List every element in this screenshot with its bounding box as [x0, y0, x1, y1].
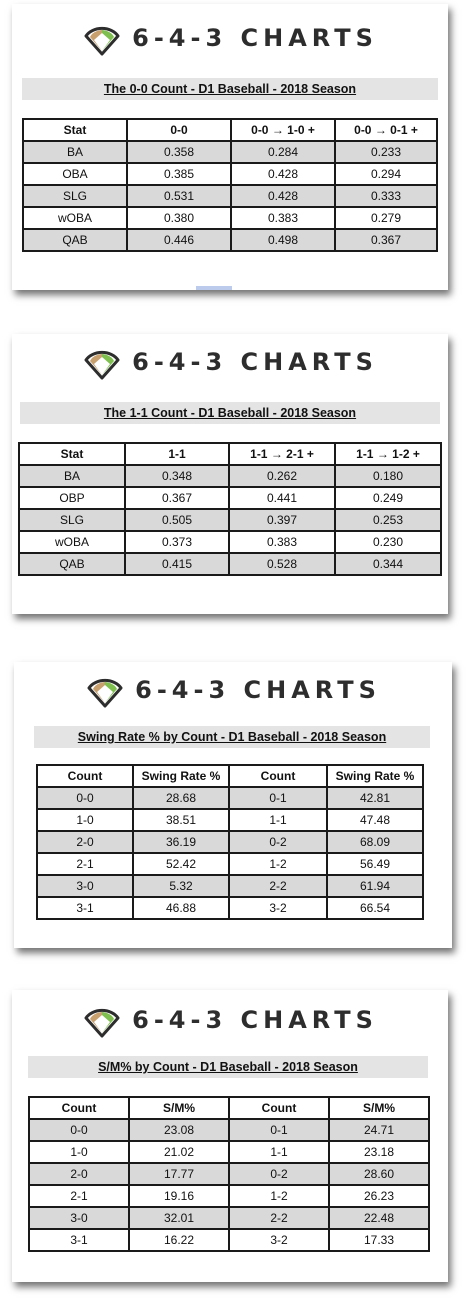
table-row	[37, 809, 423, 831]
row-label-cell: BA	[23, 141, 127, 163]
table-row	[19, 531, 441, 553]
baseball-diamond-logo-icon	[82, 344, 122, 380]
row-label-cell: SLG	[23, 185, 127, 207]
row-label-cell: 3-0	[29, 1207, 129, 1229]
row-label-cell: 3-1	[29, 1229, 129, 1251]
logo-row	[12, 20, 448, 56]
chart-card	[14, 662, 452, 948]
value-cell: 32.01	[129, 1207, 229, 1229]
value-cell: 28.60	[329, 1163, 429, 1185]
value-cell: 0.397	[229, 509, 335, 531]
column-header: 1-1 → 1-2 +	[335, 443, 441, 465]
value-cell: 0.446	[127, 229, 231, 251]
brand-name: 6-4-3 CHARTS	[132, 348, 378, 376]
value-cell: 38.51	[133, 809, 229, 831]
row-label-cell: 3-2	[229, 897, 327, 919]
column-header: Stat	[19, 443, 125, 465]
row-label-cell: 1-0	[37, 809, 133, 831]
row-label-cell: 0-1	[229, 1119, 329, 1141]
brand-name: 6-4-3 CHARTS	[135, 676, 381, 704]
chart-title	[34, 726, 430, 748]
table-row	[23, 207, 437, 229]
row-label-cell: 2-2	[229, 875, 327, 897]
value-cell: 36.19	[133, 831, 229, 853]
row-label-cell: QAB	[19, 553, 125, 575]
value-cell: 5.32	[133, 875, 229, 897]
logo-row	[14, 672, 452, 708]
value-cell: 0.367	[335, 229, 437, 251]
value-cell: 0.531	[127, 185, 231, 207]
row-label-cell: 2-2	[229, 1207, 329, 1229]
logo-row	[12, 1002, 448, 1038]
column-header: Stat	[23, 119, 127, 141]
value-cell: 0.333	[335, 185, 437, 207]
value-cell: 0.383	[231, 207, 335, 229]
stats-table	[18, 442, 442, 576]
value-cell: 16.22	[129, 1229, 229, 1251]
column-header: 0-0	[127, 119, 231, 141]
value-cell: 66.54	[327, 897, 423, 919]
column-header: 1-1 → 2-1 +	[229, 443, 335, 465]
row-label-cell: 2-0	[37, 831, 133, 853]
row-label-cell: 3-1	[37, 897, 133, 919]
value-cell: 19.16	[129, 1185, 229, 1207]
table-row	[29, 1207, 429, 1229]
value-cell: 0.230	[335, 531, 441, 553]
column-header: 1-1	[125, 443, 229, 465]
table-row	[19, 465, 441, 487]
logo-row	[12, 344, 448, 380]
baseball-diamond-logo-icon	[85, 672, 125, 708]
baseball-diamond-logo-icon	[82, 20, 122, 56]
chart-card	[12, 990, 448, 1282]
stats-table	[28, 1096, 430, 1252]
value-cell: 0.348	[125, 465, 229, 487]
value-cell: 68.09	[327, 831, 423, 853]
value-cell: 42.81	[327, 787, 423, 809]
table-row	[29, 1185, 429, 1207]
value-cell: 0.284	[231, 141, 335, 163]
value-cell: 56.49	[327, 853, 423, 875]
value-cell: 0.253	[335, 509, 441, 531]
value-cell: 61.94	[327, 875, 423, 897]
table-row	[23, 163, 437, 185]
chart-title-text: The 1-1 Count - D1 Baseball - 2018 Season	[103, 406, 357, 420]
value-cell: 0.428	[231, 185, 335, 207]
chart-title	[22, 78, 438, 100]
chart-title	[20, 402, 440, 424]
brand-name: 6-4-3 CHARTS	[132, 1006, 378, 1034]
chart-title-text: Swing Rate % by Count - D1 Baseball - 2018 Season	[77, 730, 387, 744]
value-cell: 17.33	[329, 1229, 429, 1251]
table-header-row	[29, 1097, 429, 1119]
value-cell: 17.77	[129, 1163, 229, 1185]
column-header: Count	[37, 765, 133, 787]
row-label-cell: 0-2	[229, 831, 327, 853]
value-cell: 0.367	[125, 487, 229, 509]
chart-title	[28, 1056, 428, 1078]
chart-card	[12, 4, 448, 290]
row-label-cell: 1-2	[229, 1185, 329, 1207]
value-cell: 52.42	[133, 853, 229, 875]
value-cell: 23.08	[129, 1119, 229, 1141]
value-cell: 0.498	[231, 229, 335, 251]
baseball-diamond-logo-icon	[82, 1002, 122, 1038]
value-cell: 28.68	[133, 787, 229, 809]
value-cell: 0.233	[335, 141, 437, 163]
column-header: Swing Rate %	[133, 765, 229, 787]
table-row	[19, 509, 441, 531]
row-label-cell: 2-0	[29, 1163, 129, 1185]
column-header: S/M%	[329, 1097, 429, 1119]
row-label-cell: OBP	[19, 487, 125, 509]
table-row	[23, 141, 437, 163]
table-row	[29, 1141, 429, 1163]
stats-table	[36, 764, 424, 920]
value-cell: 0.441	[229, 487, 335, 509]
table-row	[19, 553, 441, 575]
column-header: Count	[229, 1097, 329, 1119]
table-row	[23, 229, 437, 251]
value-cell: 24.71	[329, 1119, 429, 1141]
value-cell: 0.279	[335, 207, 437, 229]
row-label-cell: 3-0	[37, 875, 133, 897]
row-label-cell: 1-0	[29, 1141, 129, 1163]
row-label-cell: 2-1	[37, 853, 133, 875]
value-cell: 26.23	[329, 1185, 429, 1207]
value-cell: 0.380	[127, 207, 231, 229]
table-row	[37, 831, 423, 853]
value-cell: 0.294	[335, 163, 437, 185]
table-row	[37, 875, 423, 897]
table-row	[37, 787, 423, 809]
value-cell: 23.18	[329, 1141, 429, 1163]
value-cell: 0.385	[127, 163, 231, 185]
row-label-cell: OBA	[23, 163, 127, 185]
brand-name: 6-4-3 CHARTS	[132, 24, 378, 52]
column-header: Count	[229, 765, 327, 787]
value-cell: 0.344	[335, 553, 441, 575]
table-row	[29, 1119, 429, 1141]
column-header: S/M%	[129, 1097, 229, 1119]
value-cell: 47.48	[327, 809, 423, 831]
row-label-cell: wOBA	[23, 207, 127, 229]
chart-title-text: The 0-0 Count - D1 Baseball - 2018 Season	[103, 82, 357, 96]
table-header-row	[19, 443, 441, 465]
row-label-cell: BA	[19, 465, 125, 487]
row-label-cell: 1-1	[229, 1141, 329, 1163]
value-cell: 0.415	[125, 553, 229, 575]
table-row	[29, 1163, 429, 1185]
row-label-cell: 0-1	[229, 787, 327, 809]
value-cell: 0.180	[335, 465, 441, 487]
stats-table	[22, 118, 438, 252]
row-label-cell: 0-2	[229, 1163, 329, 1185]
column-header: 0-0 → 0-1 +	[335, 119, 437, 141]
column-header: 0-0 → 1-0 +	[231, 119, 335, 141]
table-header-row	[37, 765, 423, 787]
row-label-cell: QAB	[23, 229, 127, 251]
value-cell: 0.249	[335, 487, 441, 509]
value-cell: 21.02	[129, 1141, 229, 1163]
chart-card	[12, 334, 448, 614]
column-header: Swing Rate %	[327, 765, 423, 787]
column-header: Count	[29, 1097, 129, 1119]
value-cell: 0.262	[229, 465, 335, 487]
row-label-cell: 3-2	[229, 1229, 329, 1251]
table-row	[19, 487, 441, 509]
table-row	[37, 897, 423, 919]
decorative-mark	[196, 286, 232, 290]
table-row	[23, 185, 437, 207]
value-cell: 0.383	[229, 531, 335, 553]
value-cell: 0.505	[125, 509, 229, 531]
table-header-row	[23, 119, 437, 141]
value-cell: 46.88	[133, 897, 229, 919]
value-cell: 0.528	[229, 553, 335, 575]
value-cell: 0.373	[125, 531, 229, 553]
row-label-cell: 2-1	[29, 1185, 129, 1207]
table-row	[37, 853, 423, 875]
row-label-cell: 0-0	[29, 1119, 129, 1141]
value-cell: 0.428	[231, 163, 335, 185]
row-label-cell: 0-0	[37, 787, 133, 809]
chart-title-text: S/M% by Count - D1 Baseball - 2018 Season	[98, 1060, 358, 1074]
row-label-cell: SLG	[19, 509, 125, 531]
row-label-cell: 1-2	[229, 853, 327, 875]
value-cell: 0.358	[127, 141, 231, 163]
row-label-cell: wOBA	[19, 531, 125, 553]
table-row	[29, 1229, 429, 1251]
value-cell: 22.48	[329, 1207, 429, 1229]
row-label-cell: 1-1	[229, 809, 327, 831]
